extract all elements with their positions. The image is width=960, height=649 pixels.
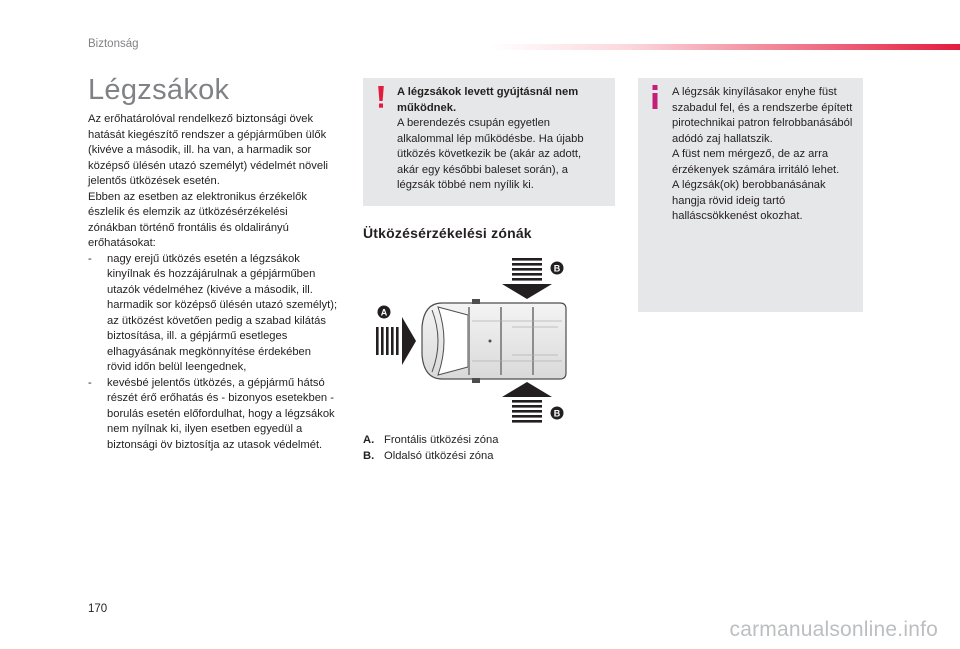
watermark: carmanualsonline.info — [729, 618, 938, 641]
page-title: Légzsákok — [88, 74, 230, 106]
bullet-dash: - — [88, 252, 92, 265]
legend-key: A. — [363, 434, 375, 446]
warning-text — [397, 85, 605, 194]
label-b-bottom-badge — [551, 407, 564, 420]
label-a-badge — [378, 306, 391, 319]
info-icon — [649, 85, 661, 109]
warning-body: A berendezés csupán egyetlen alkalommal lép működésbe. Ha újabb ütközés következik be (akár az adott, akár egy későbbi baleset során), a légzsák többé nem nyílik ki. — [397, 117, 584, 191]
label-a: A — [380, 307, 388, 318]
label-b-top: B — [553, 263, 561, 274]
intro-column — [88, 112, 338, 453]
intro-bullet-list — [88, 252, 338, 454]
impact-zone-legend — [363, 432, 603, 464]
side-impact-arrow-top — [502, 258, 552, 299]
bullet-dash: - — [88, 376, 92, 389]
impact-zone-diagram — [372, 255, 572, 423]
label-b-bottom: B — [553, 408, 561, 419]
vehicle-top-view — [422, 299, 566, 383]
intro-paragraph-2: Ebben az esetben az elektronikus érzékelők észlelik és elemzik az ütközésérzékelési zónákban történő frontális és oldalirányú erőhatásokat: — [88, 190, 307, 249]
info-line-3: A légzsák(ok) berobbanásának hangja rövid ideig tartó halláscsökkenést okozhat. — [672, 179, 826, 222]
section-title: Biztonság — [88, 38, 139, 50]
exclamation-icon — [376, 86, 386, 108]
side-impact-arrow-bottom — [502, 382, 552, 423]
impact-zones-heading: Ütközésérzékelési zónák — [363, 225, 532, 241]
info-box — [638, 78, 863, 312]
info-line-1: A légzsák kinyílásakor enyhe füst szabadul fel, és a rendszerbe épített pirotechnikai patron felrobbanásából adódó zaj hallatszik. — [672, 86, 853, 145]
warning-title: A légzsákok levett gyújtásnál nem működnek. — [397, 86, 579, 114]
header-accent-bar — [490, 44, 960, 50]
bullet-text: nagy erejű ütközés esetén a légzsákok kinyílnak és hozzájárulnak a gépjárműben utazók védelméhez (kivéve a második, ill. harmadik sor középső ülésén utazó személyt); az ütközést követően pedig a szabad kilátás biztosítása, ill. a gépjármű esetleges elhagyásának megkönnyítése érdekében rövid időn belül leengednek, — [107, 252, 338, 373]
legend-row-front — [363, 432, 603, 448]
info-line-2: A füst nem mérgező, de az arra érzékenyek számára irritáló lehet. — [672, 148, 840, 176]
legend-row-side — [363, 448, 603, 464]
list-item — [88, 376, 338, 454]
label-b-top-badge — [551, 262, 564, 275]
list-item — [88, 252, 338, 376]
legend-text: Oldalsó ütközési zóna — [384, 450, 494, 462]
front-impact-arrow — [376, 317, 416, 365]
legend-text: Frontális ütközési zóna — [384, 434, 499, 446]
intro-paragraph-1: Az erőhatárolóval rendelkező biztonsági övek hatását kiegészítő rendszer a gépjárműben ülők (kivéve a második, ill. ha van, a harmadik sor középső ülésén utazó személyt) védelmét növeli jelentős ütközések esetén. — [88, 113, 329, 187]
info-text — [672, 85, 857, 225]
legend-key: B. — [363, 450, 375, 462]
bullet-text: kevésbé jelentős ütközés, a gépjármű hátsó részét érő erőhatás és - bizonyos esetekben - borulás esetén előfordulhat, hogy a légzsákok nem nyílnak ki, ilyen esetben egyedül a biztonsági öv biztosítja az utasok védelmét. — [107, 376, 335, 451]
page-number: 170 — [88, 603, 108, 615]
warning-box — [363, 78, 615, 206]
